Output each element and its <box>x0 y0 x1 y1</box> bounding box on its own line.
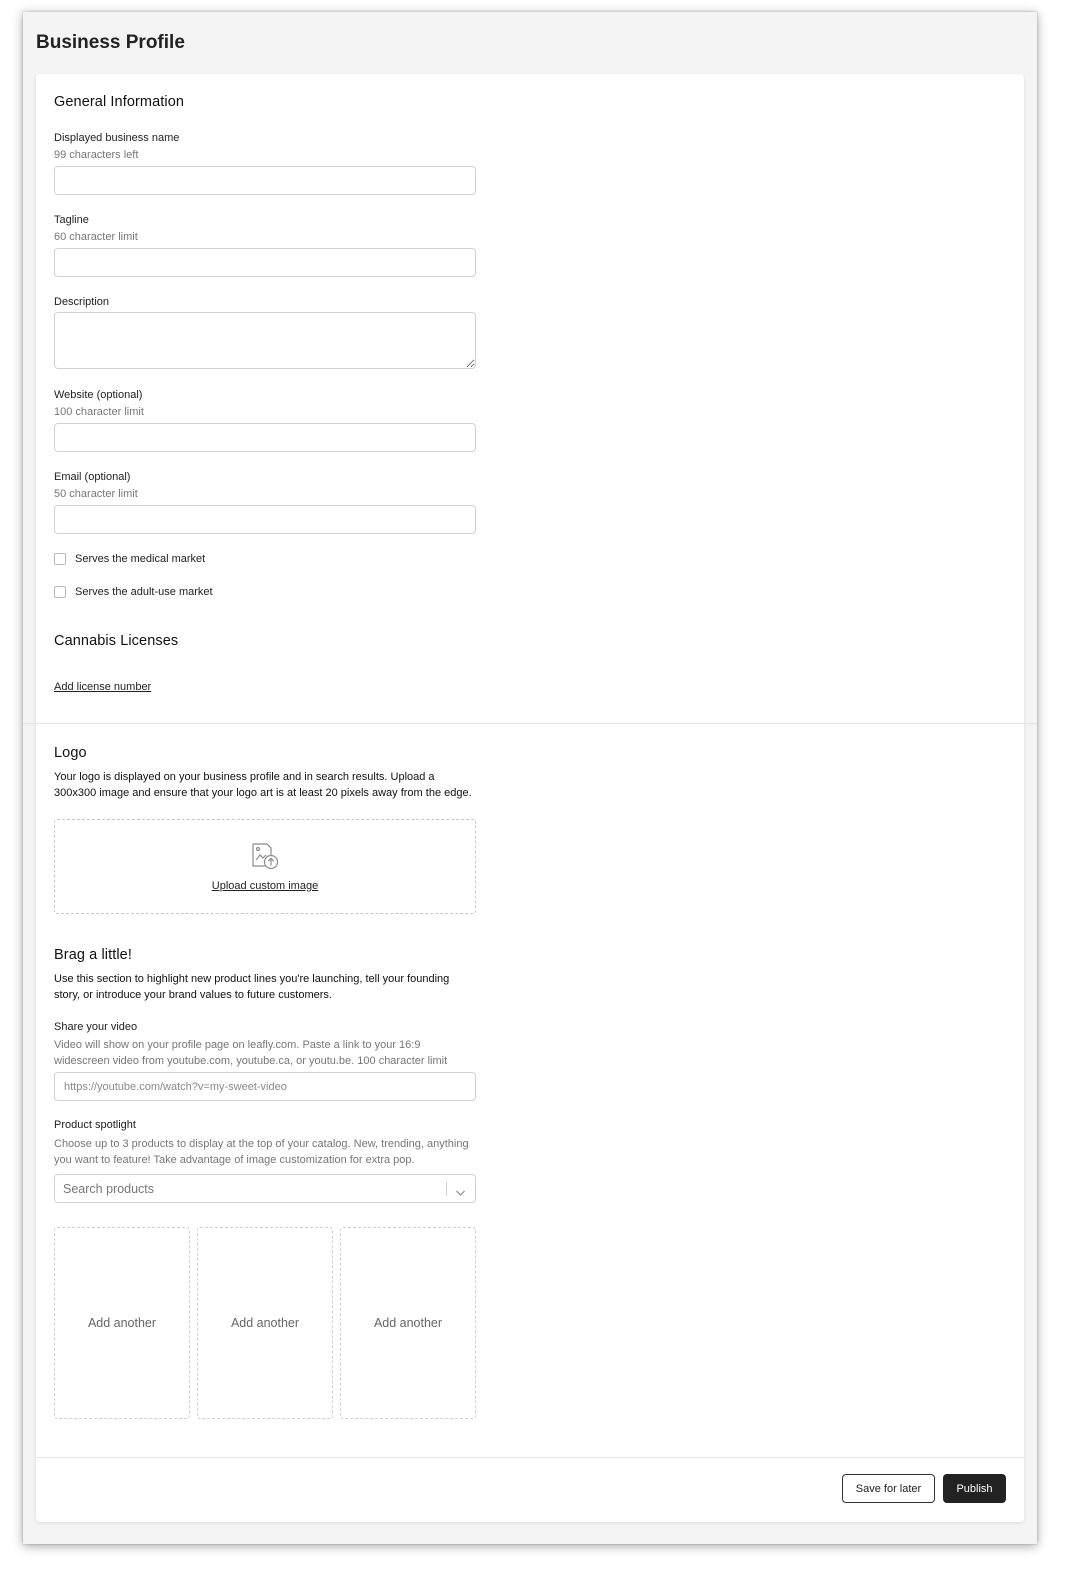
description-textarea[interactable] <box>54 312 476 369</box>
chevron-down-icon[interactable] <box>455 1184 466 1202</box>
business-name-hint: 99 characters left <box>54 149 139 161</box>
product-spotlight-label: Product spotlight <box>54 1119 136 1131</box>
tagline-input[interactable] <box>54 248 476 277</box>
product-spotlight-hint: Choose up to 3 products to display at the top of your catalog. New, trending, anything you want to feature! Take advantage of image customization for extra pop. <box>54 1138 469 1166</box>
adult-use-market-checkbox[interactable] <box>54 586 66 598</box>
add-license-link[interactable]: Add license number <box>54 681 152 693</box>
spotlight-tiles <box>54 1227 476 1419</box>
spotlight-tile-label: Add another <box>373 1316 443 1330</box>
email-hint: 50 character limit <box>54 488 138 500</box>
search-products-select[interactable] <box>54 1174 476 1203</box>
general-info-heading: General Information <box>54 94 185 110</box>
adult-use-market-label: Serves the adult-use market <box>75 586 213 598</box>
adult-use-market-option[interactable] <box>54 586 213 598</box>
website-hint: 100 character limit <box>54 406 144 418</box>
form-column <box>54 74 476 1330</box>
logo-upload-dropzone[interactable] <box>54 819 476 914</box>
logo-heading: Logo <box>54 745 87 761</box>
video-label: Share your video <box>54 1021 138 1033</box>
cannabis-licenses-heading: Cannabis Licenses <box>54 633 179 649</box>
spotlight-tile[interactable] <box>340 1227 476 1419</box>
email-label: Email (optional) <box>54 471 131 483</box>
spotlight-tile[interactable] <box>197 1227 333 1419</box>
footer-divider <box>36 1457 1024 1458</box>
save-for-later-button[interactable]: Save for later <box>842 1474 935 1503</box>
video-url-input[interactable] <box>54 1072 476 1101</box>
business-name-label: Displayed business name <box>54 132 180 144</box>
search-products-placeholder: Search products <box>63 1181 155 1196</box>
app-window <box>23 12 1037 1544</box>
tagline-hint: 60 character limit <box>54 231 138 243</box>
upload-custom-image-link[interactable]: Upload custom image <box>211 880 319 892</box>
spotlight-tile-label: Add another <box>230 1316 300 1330</box>
spotlight-tile-label: Add another <box>87 1316 157 1330</box>
business-profile-card <box>36 74 1024 1522</box>
business-name-input[interactable] <box>54 166 476 195</box>
spotlight-tile[interactable] <box>54 1227 190 1419</box>
website-input[interactable] <box>54 423 476 452</box>
select-divider <box>446 1182 447 1196</box>
medical-market-checkbox[interactable] <box>54 553 66 565</box>
website-label: Website (optional) <box>54 389 143 401</box>
brag-description: Use this section to highlight new product lines you're launching, tell your founding story, or introduce your brand values to future customers. <box>54 973 450 1001</box>
publish-button[interactable]: Publish <box>943 1474 1006 1503</box>
video-hint: Video will show on your profile page on leafly.com. Paste a link to your 16:9 widescreen video from youtube.com, youtube.ca, or youtu.be. 100 character limit <box>54 1039 448 1067</box>
medical-market-label: Serves the medical market <box>75 553 206 565</box>
logo-description: Your logo is displayed on your business profile and in search results. Upload a 300x300 image and ensure that your logo art is at least 20 pixels away from the edge. <box>54 771 472 799</box>
tagline-label: Tagline <box>54 214 89 226</box>
brag-heading: Brag a little! <box>54 947 132 963</box>
section-divider <box>23 723 1037 724</box>
medical-market-option[interactable] <box>54 553 205 565</box>
description-label: Description <box>54 296 110 308</box>
image-upload-icon <box>250 841 280 876</box>
email-input[interactable] <box>54 505 476 534</box>
page-title: Business Profile <box>36 32 185 53</box>
